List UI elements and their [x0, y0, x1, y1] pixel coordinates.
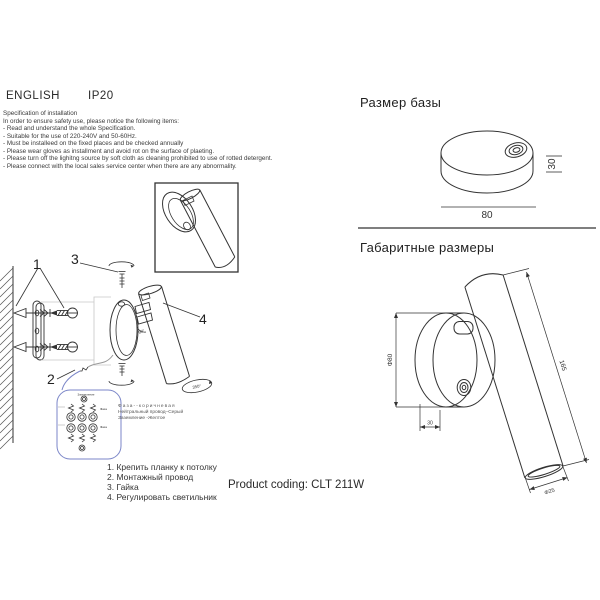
- dim-base-diameter: [387, 313, 447, 407]
- callout-3: 3: [71, 251, 79, 267]
- dim-length-label: 165: [557, 359, 568, 372]
- tube-cap: [138, 283, 163, 297]
- alignment-guides: [41, 297, 111, 365]
- overall-dimensions-drawing: [387, 269, 589, 497]
- spec-item: - Must be installeed on the fixed places and be checked annually: [3, 140, 184, 147]
- base-top-ellipse: [441, 131, 533, 175]
- dim-tube-diameter: [525, 466, 568, 496]
- terminal-phase-label-bottom: Фаза: [100, 425, 107, 429]
- rotation-arrow-bottom: [109, 381, 134, 385]
- tube-left: [139, 294, 167, 384]
- dim-tube-diameter-label: Φ25: [543, 487, 556, 497]
- spec-item: - Please wear gloves as installment and avoid rot on the surface of plaeting.: [3, 147, 215, 155]
- installation-steps: [107, 462, 217, 502]
- assembled-lamp-inset: [155, 183, 238, 272]
- terminal-phase-label-top: Фаза: [100, 407, 107, 411]
- spec-item: - Please connect with the local sales service center when there are any abnormality.: [3, 162, 237, 170]
- legend-ground: Заземление -Желтое: [118, 415, 166, 421]
- dim-length: [503, 269, 589, 467]
- language-label: ENGLISH: [6, 90, 60, 102]
- diameter-dim-label: 80: [481, 210, 493, 221]
- callout-2: 2: [47, 371, 55, 387]
- inset-button: [182, 221, 192, 231]
- height-dim-label: 30: [547, 158, 558, 170]
- specification-block: [3, 110, 333, 170]
- screw-top: [50, 308, 78, 318]
- step-item: 3. Гайка: [107, 482, 139, 492]
- tube-bottom: [167, 376, 190, 384]
- dim-base-depth-label: 30: [427, 420, 433, 427]
- rotation-arrow-top: [109, 262, 134, 266]
- overall-size-title: Габаритные размеры: [360, 240, 495, 255]
- spec-item: - Please turn off the lighitng source by soft cloth as cleaning prohibited to use of rotted detergent.: [3, 155, 273, 162]
- ip-rating-label: IP20: [88, 90, 114, 102]
- step-item: 4. Регулировать светильник: [107, 492, 217, 502]
- step-item: 2. Монтажный провод: [107, 472, 194, 482]
- tube-top-cap: [465, 274, 503, 287]
- wiring-legend: [118, 404, 183, 422]
- spec-item: - Read and understand the whole Specification.: [3, 125, 136, 132]
- callout-1: 1: [33, 256, 41, 272]
- wire-connector-spring: [80, 367, 88, 371]
- base-top-hole: [118, 302, 124, 306]
- callout-4: 4: [199, 311, 207, 327]
- screw-bottom: [50, 342, 78, 352]
- dim-base-depth: [420, 404, 440, 431]
- base-side: [441, 153, 533, 193]
- inset-frame: [155, 183, 238, 272]
- terminal-ground-label: Заземление: [77, 392, 95, 397]
- bracket-slot: [454, 322, 473, 335]
- base-size-title: Размер базы: [360, 95, 442, 110]
- mounting-plate: [33, 301, 44, 360]
- tube-right: [162, 286, 190, 376]
- pivot-angle-label: 90°: [137, 327, 146, 335]
- hinge-bracket: [135, 303, 153, 325]
- switch-button-top: [504, 140, 529, 159]
- step-item: 1. Крепить планку к потолку: [107, 462, 217, 472]
- lamp-base-back: [415, 313, 477, 407]
- wall-hatch: [0, 268, 13, 449]
- product-coding: Product coding: CLT 211W: [228, 479, 365, 491]
- swivel-arrow: [181, 377, 213, 395]
- adjust-screw-top: [109, 262, 134, 288]
- switch-button-front: [457, 380, 471, 396]
- swivel-angle-label: 350°: [191, 383, 202, 390]
- legend-neutral: Нейтральный провод–Серый: [118, 409, 184, 415]
- legend-phase: Фаза--коричневая: [118, 404, 176, 409]
- lamp-base-side: [110, 300, 138, 360]
- terminal-block-details: [58, 393, 107, 452]
- dim-base-diameter-label: Φ80: [387, 353, 394, 367]
- adjust-screw-bottom: [109, 364, 134, 386]
- spec-item: - Suitable for the use of 220-240V and 50-60Hz.: [3, 132, 137, 140]
- wall: [0, 266, 13, 449]
- spec-intro: In order to ensure safety use, please notice the following items:: [3, 117, 180, 125]
- base-size-drawing: [441, 131, 562, 221]
- spec-title: Specification of installation: [3, 110, 78, 117]
- tube-clamp: [141, 293, 150, 301]
